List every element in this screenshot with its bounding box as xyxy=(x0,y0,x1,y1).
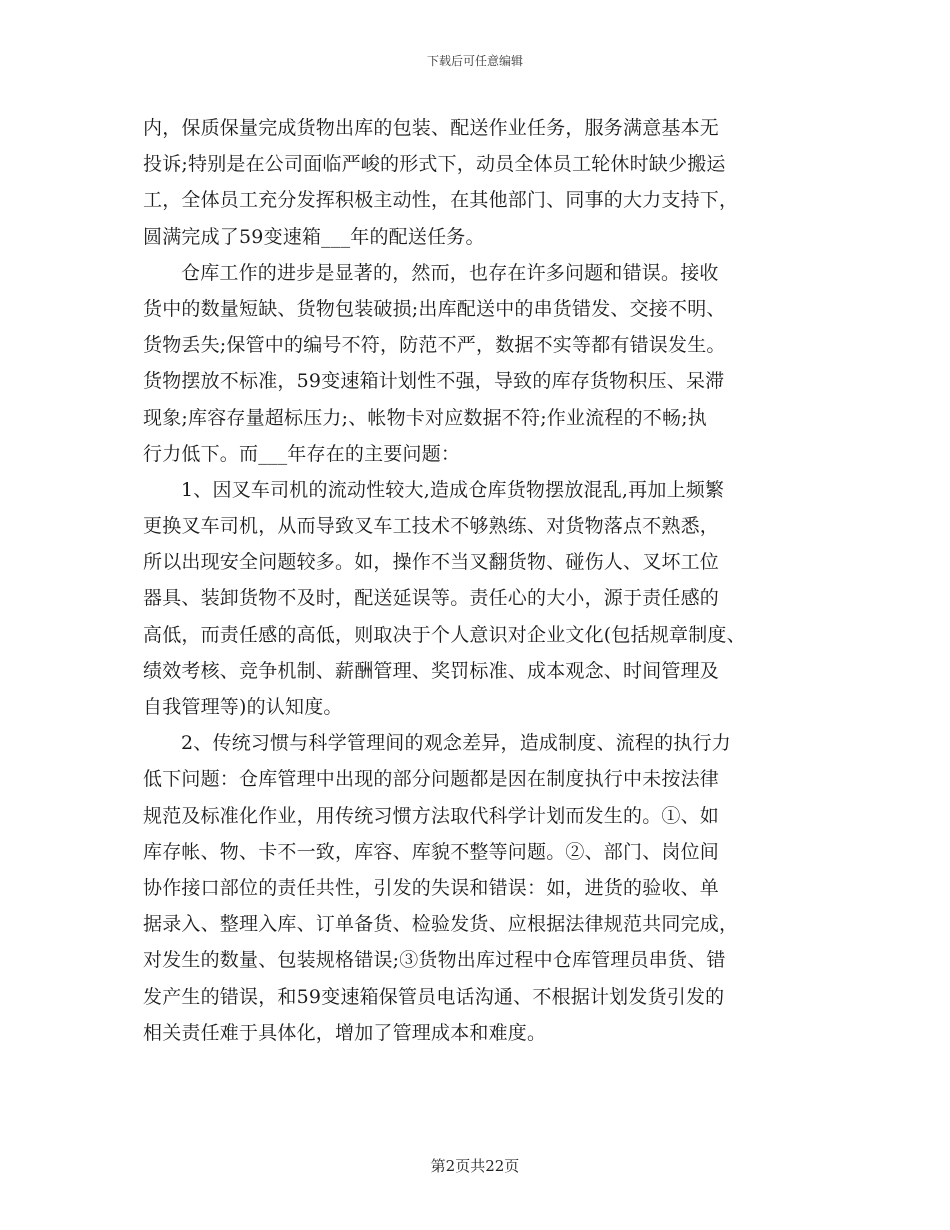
page-number: 第2页共22页 xyxy=(430,1157,520,1175)
text-line: 更换叉车司机，从而导致叉车工技术不够熟练、对货物落点不熟悉， xyxy=(143,515,720,538)
text-line: 工，全体员工充分发挥积极主动性，在其他部门、同事的大力支持下， xyxy=(143,189,739,212)
text-line: 现象;库容存量超标压力;、帐物卡对应数据不符;作业流程的不畅;执 xyxy=(143,406,708,429)
text-line: 对发生的数量、包装规格错误;③货物出库过程中仓库管理员串货、错 xyxy=(143,949,726,972)
text-line: 货物摆放不标准，59变速箱计划性不强，导致的库存货物积压、呆滞 xyxy=(143,370,725,393)
text-line: 相关责任难于具体化，增加了管理成本和难度。 xyxy=(143,1021,547,1044)
text-line: 1、因叉车司机的流动性较大,造成仓库货物摆放混乱,再加上频繁 xyxy=(181,478,725,501)
text-line: 内，保质保量完成货物出库的包装、配送作业任务，服务满意基本无 xyxy=(143,117,720,139)
text-line: 行力低下。而___年存在的主要问题： xyxy=(143,442,461,465)
document-body xyxy=(143,110,843,1051)
text-line: 仓库工作的进步是显著的，然而，也存在许多问题和错误。接收 xyxy=(181,261,719,284)
text-line: 货中的数量短缺、货物包装破损;出库配送中的串货错发、交接不明、 xyxy=(143,297,726,320)
text-line: 库存帐、物、卡不一致，库容、库貌不整等问题。②、部门、岗位间 xyxy=(143,840,720,863)
text-line: 投诉;特别是在公司面临严峻的形式下，动员全体员工轮休时缺少搬运 xyxy=(143,153,726,176)
text-line: 所以出现安全问题较多。如，操作不当叉翻货物、碰伤人、叉坏工位 xyxy=(143,551,720,574)
text-line: 圆满完成了59变速箱___年的配送任务。 xyxy=(143,225,485,248)
page-header: 下载后可任意编辑 xyxy=(426,54,523,68)
text-line: 协作接口部位的责任共性，引发的失误和错误：如，进货的验收、单 xyxy=(143,876,720,899)
text-line: 据录入、整理入库、订单备货、检验发货、应根据法律规范共同完成， xyxy=(143,913,739,936)
text-line: 器具、装卸货物不及时，配送延误等。责任心的大小，源于责任感的 xyxy=(143,587,720,610)
text-line: 2、传统习惯与科学管理间的观念差异，造成制度、流程的执行力 xyxy=(181,732,731,755)
text-line: 低下问题：仓库管理中出现的部分问题都是因在制度执行中未按法律 xyxy=(143,768,720,791)
text-line: 发产生的错误，和59变速箱保管员电话沟通、不根据计划发货引发的 xyxy=(143,985,725,1008)
text-line: 规范及标准化作业，用传统习惯方法取代科学计划而发生的。①、如 xyxy=(143,804,720,827)
text-line: 绩效考核、竞争机制、薪酬管理、奖罚标准、成本观念、时间管理及 xyxy=(143,659,720,682)
text-line: 自我管理等)的认知度。 xyxy=(143,696,343,718)
text-line: 货物丢失;保管中的编号不符，防范不严，数据不实等都有错误发生。 xyxy=(143,334,726,357)
text-line: 高低，而责任感的高低，则取决于个人意识对企业文化(包括规章制度、 xyxy=(143,623,746,646)
